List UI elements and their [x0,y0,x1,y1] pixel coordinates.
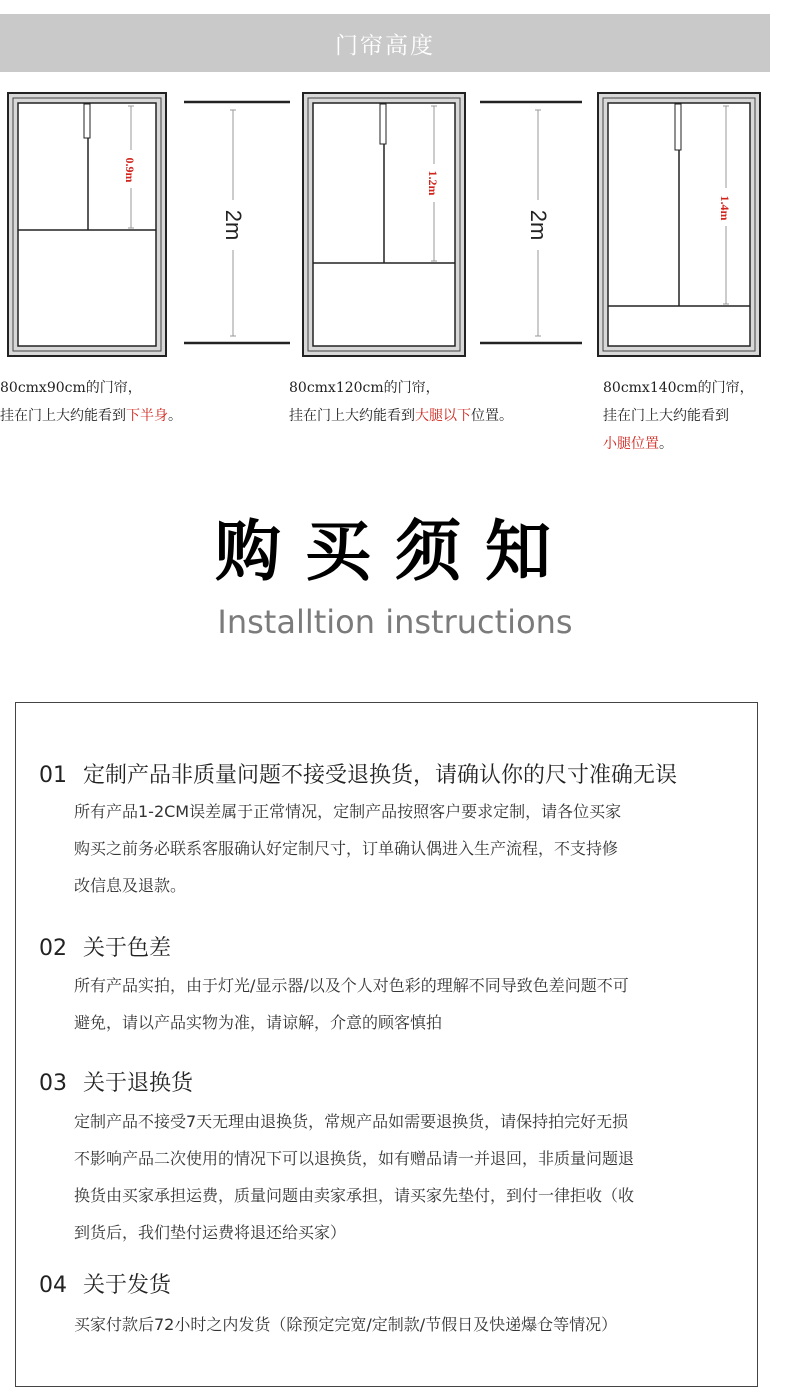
door-height-label-2: 2m [526,209,551,241]
body-line: 换货由买家承担运费，质量问题由卖家承担，请买家先垫付，到付一律拒收（收 [74,1186,635,1205]
door-caption-3 [603,374,754,458]
door-diagram-2 [303,93,582,356]
caption-view: 挂在门上大约能看到下半身。 [0,408,182,424]
door-diagram-1 [8,93,290,356]
door-height-label-1: 2m [221,209,246,241]
caption-view: 挂在门上大约能看到 [603,408,729,424]
caption-size: 80cmx120cm的门帘， [289,380,440,396]
caption-extra: 小腿位置。 [603,436,673,452]
section-body-4 [74,1306,734,1343]
section-title-4: 04 关于发货 [39,1273,172,1298]
door-caption-1 [0,374,182,430]
caption-highlight: 小腿位置 [603,436,659,452]
page-subtitle: Installtion instructions [217,603,573,641]
curtain-height-label-3: 1.4m [718,195,732,221]
door-caption-2 [289,374,513,430]
section-body-3 [74,1103,734,1251]
caption-view: 挂在门上大约能看到大腿以下位置。 [289,408,513,424]
body-line: 改信息及退款。 [74,876,187,895]
caption-size: 80cmx140cm的门帘， [603,380,754,396]
body-line: 所有产品1-2CM误差属于正常情况，定制产品按照客户要求定制，请各位买家 [74,802,622,821]
caption-highlight: 大腿以下 [415,408,471,424]
body-line: 不影响产品二次使用的情况下可以退换货，如有赠品请一并退回，非质量问题退 [74,1149,635,1168]
page-title: 购买须知 [215,512,575,590]
caption-size: 80cmx90cm的门帘， [0,380,142,396]
banner-title: 门帘高度 [335,33,435,59]
section-title-1: 01 定制产品非质量问题不接受退换货，请确认你的尺寸准确无误 [39,763,678,788]
door-diagrams [0,88,790,363]
section-title-3: 03 关于退换货 [39,1071,194,1096]
body-line: 购买之前务必联系客服确认好定制尺寸，订单确认偶进入生产流程，不支持修 [74,839,619,858]
door-diagram-3 [598,93,760,356]
curtain-height-label-2: 1.2m [426,170,440,196]
section-body-2 [74,967,734,1041]
body-line: 所有产品实拍，由于灯光/显示器/以及个人对色彩的理解不同导致色差问题不可 [74,976,629,995]
curtain-height-label-1: 0.9m [123,157,137,183]
body-line: 定制产品不接受7天无理由退换货，常规产品如需要退换货，请保持拍完好无损 [74,1112,629,1131]
section-body-1 [74,793,734,904]
caption-highlight: 下半身 [126,408,168,424]
body-line: 到货后，我们垫付运费将退还给买家） [74,1223,347,1242]
body-line: 避免，请以产品实物为准，请谅解，介意的顾客慎拍 [74,1013,443,1032]
section-banner [0,14,770,72]
notice-box [15,702,758,1387]
section-title-2: 02 关于色差 [39,936,172,961]
body-line: 买家付款后72小时之内发货（除预定完宽/定制款/节假日及快递爆仓等情况） [74,1315,618,1334]
